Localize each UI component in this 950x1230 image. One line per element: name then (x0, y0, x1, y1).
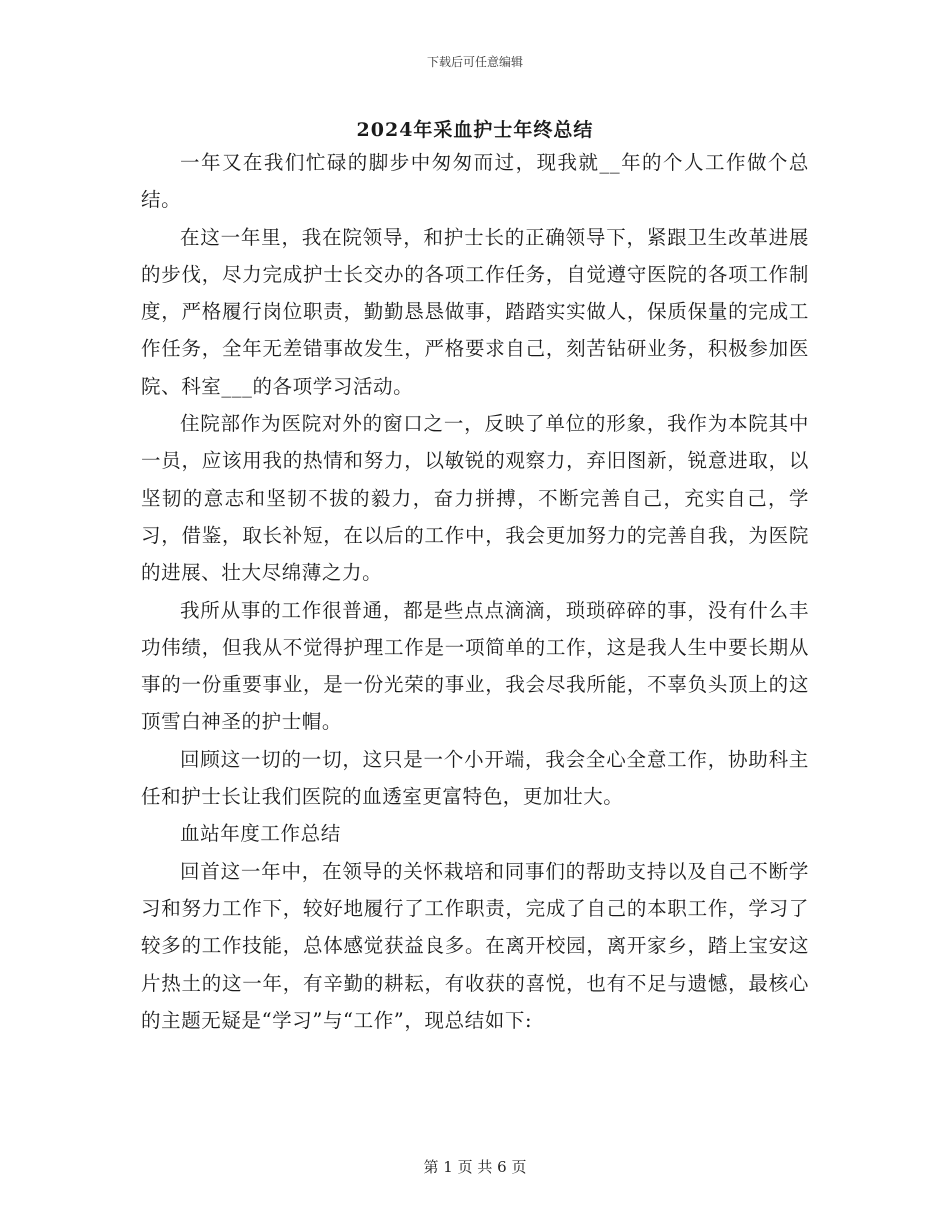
document-body (141, 144, 809, 1039)
paragraph-1: 一年又在我们忙碌的脚步中匆匆而过，现我就__年的个人工作做个总结。 (141, 151, 809, 212)
paragraph-3: 住院部作为医院对外的窗口之一，反映了单位的形象，我作为本院其中一员，应该用我的热情和努力，以敏锐的观察力，弃旧图新，锐意进取，以坚韧的意志和坚韧不拔的毅力，奋力拼搏，不断完善自己，充实自己，学习，借鉴，取长补短，在以后的工作中，我会更加努力的完善自我，为医院的进展、壮大尽绵薄之力。 (141, 412, 809, 585)
page-footer: 第 1 页 共 6 页 (423, 1158, 527, 1176)
paragraph-5: 回顾这一切的一切，这只是一个小开端，我会全心全意工作，协助科主任和护士长让我们医院的血透室更富特色，更加壮大。 (141, 747, 809, 809)
paragraph-6: 回首这一年中，在领导的关怀栽培和同事们的帮助支持以及自己不断学习和努力工作下，较好地履行了工作职责，完成了自己的本职工作，学习了较多的工作技能，总体感觉获益良多。在离开校园，离开家乡，踏上宝安这片热土的这一年，有辛勤的耕耘，有收获的喜悦，也有不足与遗憾，最核心的主题无疑是“学习”与“工作”，现总结如下: (141, 859, 809, 1032)
paragraph-4: 我所从事的工作很普通，都是些点点滴滴，琐琐碎碎的事，没有什么丰功伟绩，但我从不觉得护理工作是一项简单的工作，这是我人生中要长期从事的一份重要事业，是一份光荣的事业，我会尽我所能，不辜负头顶上的这顶雪白神圣的护士帽。 (141, 598, 809, 734)
document-title: 2024年采血护士年终总结 (356, 119, 594, 141)
header-note: 下载后可任意编辑 (426, 55, 523, 69)
paragraph-2: 在这一年里，我在院领导，和护士长的正确领导下，紧跟卫生改革进展的步伐，尽力完成护士长交办的各项工作任务，自觉遵守医院的各项工作制度，严格履行岗位职责，勤勤恳恳做事，踏踏实实做人，保质保量的完成工作任务，全年无差错事故发生，严格要求自己，刻苦钻研业务，积极参加医院、科室___的各项学习活动。 (141, 225, 809, 398)
section-heading: 血站年度工作总结 (180, 822, 341, 846)
